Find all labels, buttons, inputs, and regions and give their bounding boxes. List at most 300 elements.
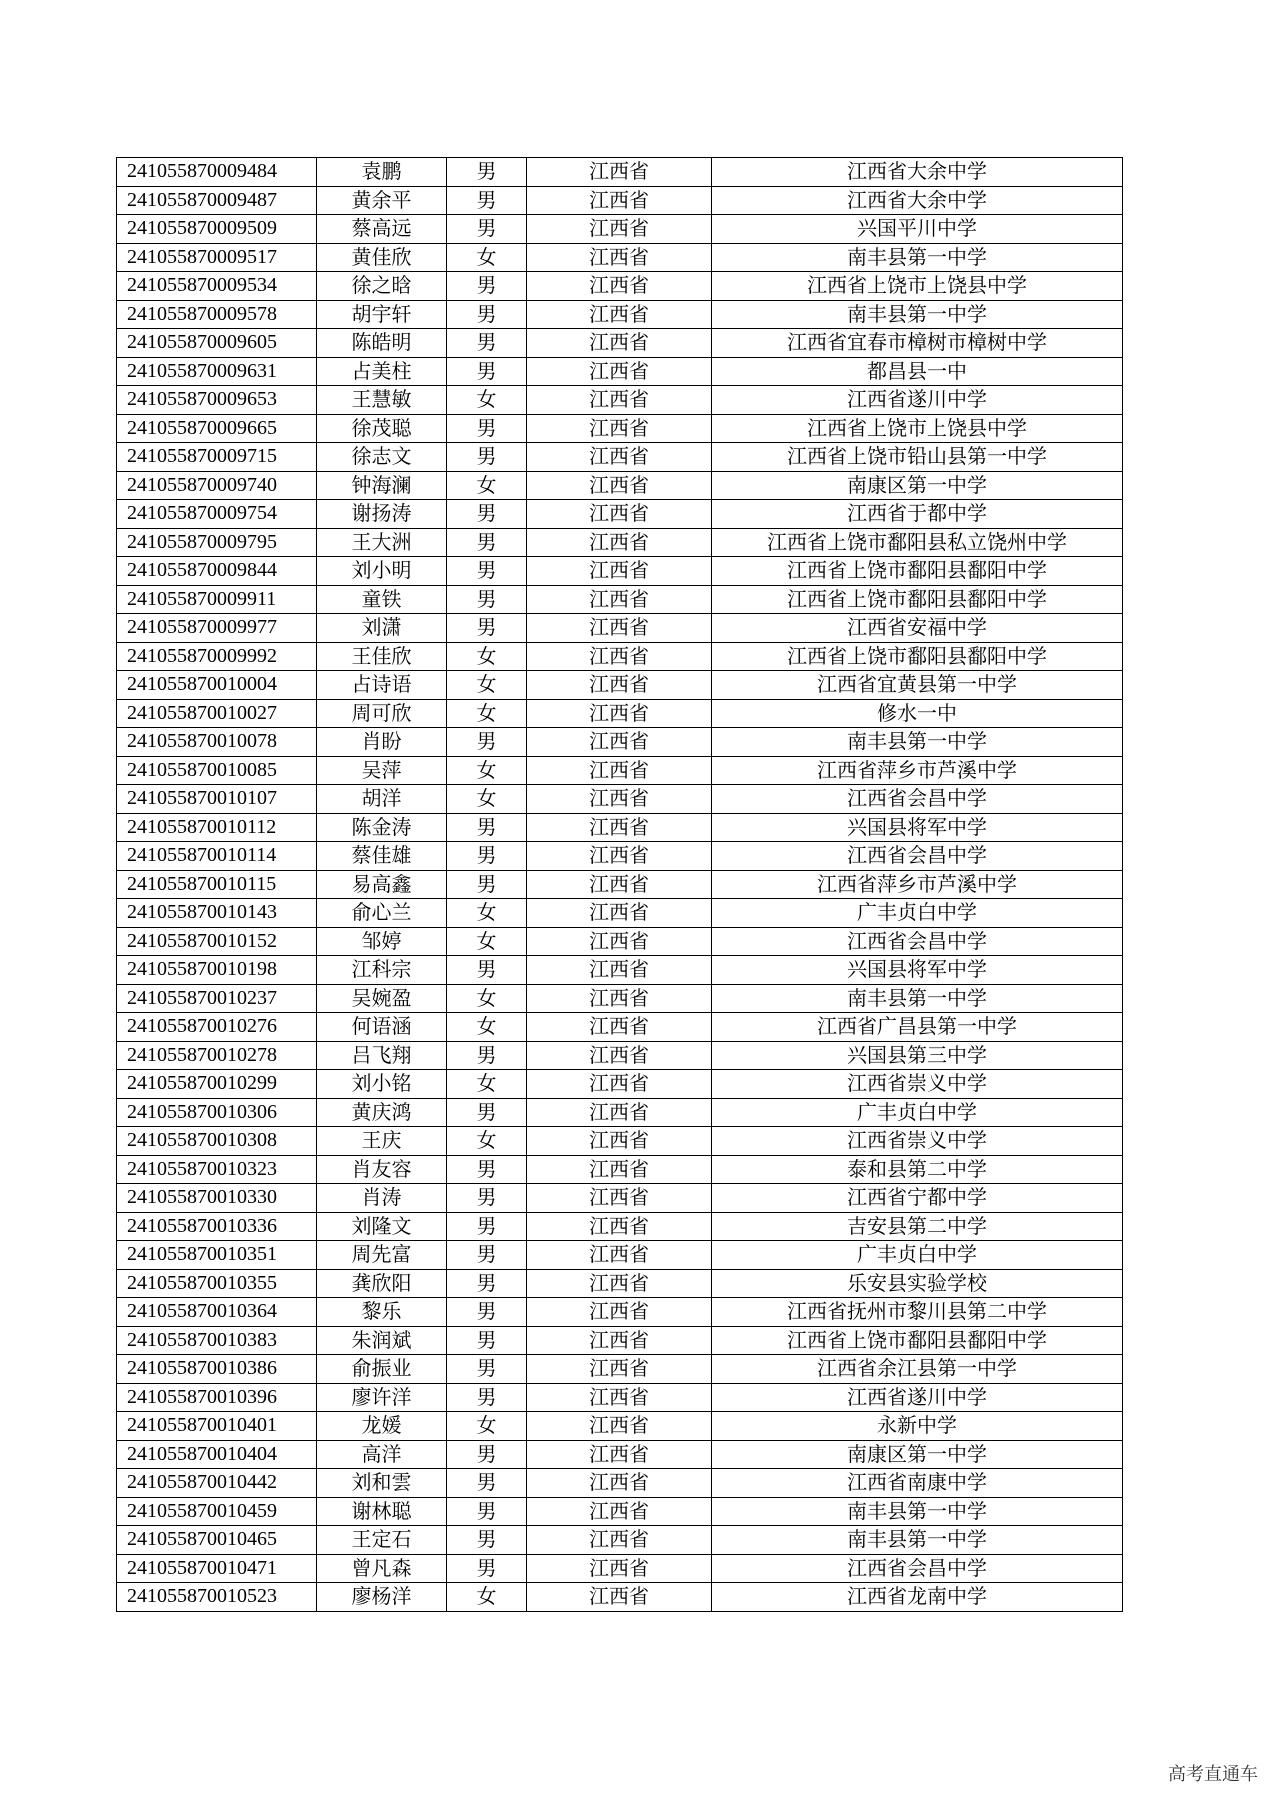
table-row [117, 300, 1123, 329]
table-row [117, 956, 1123, 985]
table-row [117, 1383, 1123, 1412]
province-cell: 江西省 [527, 699, 712, 728]
province-cell: 江西省 [527, 357, 712, 386]
gender-cell: 女 [447, 1013, 527, 1042]
exam-id-cell: 241055870009534 [117, 272, 317, 301]
school-cell: 江西省上饶市上饶县中学 [712, 272, 1123, 301]
gender-cell: 女 [447, 471, 527, 500]
province-cell: 江西省 [527, 557, 712, 586]
table-row [117, 443, 1123, 472]
school-cell: 江西省龙南中学 [712, 1583, 1123, 1612]
student-name-cell: 占诗语 [317, 671, 447, 700]
table-row [117, 471, 1123, 500]
exam-id-cell: 241055870009509 [117, 215, 317, 244]
gender-cell: 男 [447, 357, 527, 386]
gender-cell: 男 [447, 842, 527, 871]
province-cell: 江西省 [527, 1241, 712, 1270]
exam-id-cell: 241055870009653 [117, 386, 317, 415]
gender-cell: 男 [447, 414, 527, 443]
gender-cell: 男 [447, 1155, 527, 1184]
exam-id-cell: 241055870010078 [117, 728, 317, 757]
province-cell: 江西省 [527, 186, 712, 215]
school-cell: 江西省大余中学 [712, 186, 1123, 215]
province-cell: 江西省 [527, 1212, 712, 1241]
province-cell: 江西省 [527, 1155, 712, 1184]
province-cell: 江西省 [527, 1298, 712, 1327]
gender-cell: 男 [447, 1298, 527, 1327]
student-name-cell: 胡洋 [317, 785, 447, 814]
student-name-cell: 陈皓明 [317, 329, 447, 358]
exam-id-cell: 241055870010115 [117, 870, 317, 899]
province-cell: 江西省 [527, 1127, 712, 1156]
gender-cell: 女 [447, 1070, 527, 1099]
school-cell: 兴国平川中学 [712, 215, 1123, 244]
school-cell: 江西省会昌中学 [712, 842, 1123, 871]
student-name-cell: 肖盼 [317, 728, 447, 757]
exam-id-cell: 241055870010364 [117, 1298, 317, 1327]
table-row [117, 813, 1123, 842]
student-name-cell: 江科宗 [317, 956, 447, 985]
province-cell: 江西省 [527, 1412, 712, 1441]
gender-cell: 男 [447, 956, 527, 985]
exam-id-cell: 241055870010396 [117, 1383, 317, 1412]
exam-id-cell: 241055870010323 [117, 1155, 317, 1184]
exam-id-cell: 241055870009665 [117, 414, 317, 443]
school-cell: 江西省上饶市鄱阳县鄱阳中学 [712, 642, 1123, 671]
exam-id-cell: 241055870010299 [117, 1070, 317, 1099]
gender-cell: 男 [447, 728, 527, 757]
gender-cell: 男 [447, 614, 527, 643]
table-row [117, 1526, 1123, 1555]
student-name-cell: 黄庆鸿 [317, 1098, 447, 1127]
province-cell: 江西省 [527, 785, 712, 814]
school-cell: 江西省大余中学 [712, 158, 1123, 187]
exam-id-cell: 241055870010152 [117, 927, 317, 956]
student-name-cell: 徐之晗 [317, 272, 447, 301]
province-cell: 江西省 [527, 443, 712, 472]
province-cell: 江西省 [527, 1440, 712, 1469]
table-row [117, 1013, 1123, 1042]
table-row [117, 557, 1123, 586]
exam-id-cell: 241055870010107 [117, 785, 317, 814]
exam-id-cell: 241055870010114 [117, 842, 317, 871]
gender-cell: 女 [447, 785, 527, 814]
school-cell: 南康区第一中学 [712, 1440, 1123, 1469]
table-row [117, 1440, 1123, 1469]
exam-id-cell: 241055870010278 [117, 1041, 317, 1070]
gender-cell: 男 [447, 186, 527, 215]
table-row [117, 1041, 1123, 1070]
exam-id-cell: 241055870010351 [117, 1241, 317, 1270]
gender-cell: 男 [447, 1184, 527, 1213]
exam-id-cell: 241055870009844 [117, 557, 317, 586]
gender-cell: 男 [447, 813, 527, 842]
table-row [117, 870, 1123, 899]
exam-id-cell: 241055870010404 [117, 1440, 317, 1469]
gender-cell: 女 [447, 671, 527, 700]
watermark-text: 高考直通车 [1168, 1764, 1258, 1785]
table-row [117, 1127, 1123, 1156]
province-cell: 江西省 [527, 927, 712, 956]
school-cell: 江西省会昌中学 [712, 1554, 1123, 1583]
student-name-cell: 曾凡森 [317, 1554, 447, 1583]
exam-id-cell: 241055870009992 [117, 642, 317, 671]
province-cell: 江西省 [527, 984, 712, 1013]
exam-id-cell: 241055870009487 [117, 186, 317, 215]
student-name-cell: 刘潇 [317, 614, 447, 643]
gender-cell: 男 [447, 1383, 527, 1412]
gender-cell: 女 [447, 899, 527, 928]
exam-id-cell: 241055870010523 [117, 1583, 317, 1612]
table-row [117, 1554, 1123, 1583]
student-name-cell: 占美柱 [317, 357, 447, 386]
exam-id-cell: 241055870009715 [117, 443, 317, 472]
student-name-cell: 钟海澜 [317, 471, 447, 500]
student-name-cell: 高洋 [317, 1440, 447, 1469]
school-cell: 兴国县将军中学 [712, 956, 1123, 985]
province-cell: 江西省 [527, 728, 712, 757]
student-name-cell: 谢林聪 [317, 1497, 447, 1526]
gender-cell: 女 [447, 1412, 527, 1441]
gender-cell: 男 [447, 1326, 527, 1355]
gender-cell: 男 [447, 1469, 527, 1498]
table-row [117, 728, 1123, 757]
exam-id-cell: 241055870009605 [117, 329, 317, 358]
school-cell: 都昌县一中 [712, 357, 1123, 386]
student-name-cell: 刘小明 [317, 557, 447, 586]
gender-cell: 女 [447, 243, 527, 272]
student-name-cell: 徐茂聪 [317, 414, 447, 443]
exam-id-cell: 241055870010085 [117, 756, 317, 785]
gender-cell: 男 [447, 870, 527, 899]
gender-cell: 男 [447, 1554, 527, 1583]
gender-cell: 男 [447, 1269, 527, 1298]
student-name-cell: 袁鹏 [317, 158, 447, 187]
province-cell: 江西省 [527, 1355, 712, 1384]
school-cell: 江西省上饶市鄱阳县鄱阳中学 [712, 557, 1123, 586]
province-cell: 江西省 [527, 585, 712, 614]
table-row [117, 186, 1123, 215]
province-cell: 江西省 [527, 243, 712, 272]
school-cell: 江西省宜春市樟树市樟树中学 [712, 329, 1123, 358]
student-name-cell: 吕飞翔 [317, 1041, 447, 1070]
province-cell: 江西省 [527, 1526, 712, 1555]
exam-id-cell: 241055870010237 [117, 984, 317, 1013]
school-cell: 修水一中 [712, 699, 1123, 728]
exam-id-cell: 241055870010401 [117, 1412, 317, 1441]
exam-id-cell: 241055870009977 [117, 614, 317, 643]
exam-id-cell: 241055870010336 [117, 1212, 317, 1241]
roster-body [117, 158, 1123, 1612]
gender-cell: 男 [447, 1497, 527, 1526]
exam-id-cell: 241055870010330 [117, 1184, 317, 1213]
gender-cell: 女 [447, 927, 527, 956]
student-name-cell: 王定石 [317, 1526, 447, 1555]
table-row [117, 984, 1123, 1013]
gender-cell: 男 [447, 528, 527, 557]
student-name-cell: 王大洲 [317, 528, 447, 557]
table-row [117, 842, 1123, 871]
table-row [117, 614, 1123, 643]
table-row [117, 329, 1123, 358]
student-name-cell: 黄佳欣 [317, 243, 447, 272]
table-row [117, 1412, 1123, 1441]
table-row [117, 1497, 1123, 1526]
province-cell: 江西省 [527, 528, 712, 557]
student-name-cell: 肖友容 [317, 1155, 447, 1184]
gender-cell: 男 [447, 443, 527, 472]
table-row [117, 243, 1123, 272]
student-name-cell: 龚欣阳 [317, 1269, 447, 1298]
gender-cell: 男 [447, 329, 527, 358]
school-cell: 江西省安福中学 [712, 614, 1123, 643]
gender-cell: 男 [447, 1241, 527, 1270]
gender-cell: 男 [447, 272, 527, 301]
school-cell: 江西省余江县第一中学 [712, 1355, 1123, 1384]
exam-id-cell: 241055870010459 [117, 1497, 317, 1526]
province-cell: 江西省 [527, 842, 712, 871]
student-name-cell: 陈金涛 [317, 813, 447, 842]
school-cell: 江西省宁都中学 [712, 1184, 1123, 1213]
province-cell: 江西省 [527, 1013, 712, 1042]
table-row [117, 1241, 1123, 1270]
exam-id-cell: 241055870009740 [117, 471, 317, 500]
table-row [117, 699, 1123, 728]
gender-cell: 男 [447, 1355, 527, 1384]
school-cell: 兴国县第三中学 [712, 1041, 1123, 1070]
student-name-cell: 刘小铭 [317, 1070, 447, 1099]
province-cell: 江西省 [527, 813, 712, 842]
exam-id-cell: 241055870010383 [117, 1326, 317, 1355]
school-cell: 乐安县实验学校 [712, 1269, 1123, 1298]
student-name-cell: 刘隆文 [317, 1212, 447, 1241]
student-name-cell: 周先富 [317, 1241, 447, 1270]
province-cell: 江西省 [527, 1184, 712, 1213]
table-row [117, 414, 1123, 443]
exam-id-cell: 241055870010198 [117, 956, 317, 985]
table-row [117, 927, 1123, 956]
exam-id-cell: 241055870010027 [117, 699, 317, 728]
table-row [117, 585, 1123, 614]
gender-cell: 男 [447, 158, 527, 187]
student-name-cell: 王佳欣 [317, 642, 447, 671]
school-cell: 江西省会昌中学 [712, 927, 1123, 956]
gender-cell: 男 [447, 1098, 527, 1127]
province-cell: 江西省 [527, 215, 712, 244]
province-cell: 江西省 [527, 1469, 712, 1498]
table-row [117, 386, 1123, 415]
student-name-cell: 邹婷 [317, 927, 447, 956]
province-cell: 江西省 [527, 1326, 712, 1355]
school-cell: 江西省上饶市上饶县中学 [712, 414, 1123, 443]
table-row [117, 1212, 1123, 1241]
exam-id-cell: 241055870010143 [117, 899, 317, 928]
exam-id-cell: 241055870010112 [117, 813, 317, 842]
school-cell: 兴国县将军中学 [712, 813, 1123, 842]
student-name-cell: 童铁 [317, 585, 447, 614]
gender-cell: 男 [447, 557, 527, 586]
province-cell: 江西省 [527, 870, 712, 899]
province-cell: 江西省 [527, 899, 712, 928]
exam-id-cell: 241055870009631 [117, 357, 317, 386]
province-cell: 江西省 [527, 614, 712, 643]
gender-cell: 女 [447, 1583, 527, 1612]
table-row [117, 1269, 1123, 1298]
school-cell: 江西省上饶市鄱阳县鄱阳中学 [712, 585, 1123, 614]
table-row [117, 1326, 1123, 1355]
school-cell: 泰和县第二中学 [712, 1155, 1123, 1184]
student-name-cell: 廖许洋 [317, 1383, 447, 1412]
school-cell: 江西省遂川中学 [712, 1383, 1123, 1412]
province-cell: 江西省 [527, 956, 712, 985]
table-row [117, 642, 1123, 671]
gender-cell: 男 [447, 215, 527, 244]
province-cell: 江西省 [527, 1070, 712, 1099]
school-cell: 南丰县第一中学 [712, 243, 1123, 272]
school-cell: 南康区第一中学 [712, 471, 1123, 500]
gender-cell: 女 [447, 984, 527, 1013]
student-name-cell: 俞振业 [317, 1355, 447, 1384]
exam-id-cell: 241055870010442 [117, 1469, 317, 1498]
student-name-cell: 易高鑫 [317, 870, 447, 899]
table-row [117, 1355, 1123, 1384]
table-row [117, 1583, 1123, 1612]
province-cell: 江西省 [527, 756, 712, 785]
gender-cell: 男 [447, 585, 527, 614]
school-cell: 永新中学 [712, 1412, 1123, 1441]
exam-id-cell: 241055870010276 [117, 1013, 317, 1042]
table-row [117, 756, 1123, 785]
school-cell: 南丰县第一中学 [712, 984, 1123, 1013]
table-row [117, 272, 1123, 301]
province-cell: 江西省 [527, 1497, 712, 1526]
school-cell: 江西省南康中学 [712, 1469, 1123, 1498]
table-row [117, 1098, 1123, 1127]
school-cell: 南丰县第一中学 [712, 1497, 1123, 1526]
table-row [117, 1298, 1123, 1327]
province-cell: 江西省 [527, 300, 712, 329]
exam-id-cell: 241055870009754 [117, 500, 317, 529]
school-cell: 江西省上饶市鄱阳县鄱阳中学 [712, 1326, 1123, 1355]
exam-id-cell: 241055870010471 [117, 1554, 317, 1583]
school-cell: 江西省上饶市鄱阳县私立饶州中学 [712, 528, 1123, 557]
table-row [117, 215, 1123, 244]
province-cell: 江西省 [527, 1041, 712, 1070]
exam-id-cell: 241055870010306 [117, 1098, 317, 1127]
exam-id-cell: 241055870010308 [117, 1127, 317, 1156]
gender-cell: 女 [447, 1127, 527, 1156]
province-cell: 江西省 [527, 329, 712, 358]
student-name-cell: 刘和雲 [317, 1469, 447, 1498]
exam-id-cell: 241055870009911 [117, 585, 317, 614]
school-cell: 江西省于都中学 [712, 500, 1123, 529]
school-cell: 江西省崇义中学 [712, 1127, 1123, 1156]
gender-cell: 女 [447, 756, 527, 785]
school-cell: 江西省萍乡市芦溪中学 [712, 756, 1123, 785]
gender-cell: 男 [447, 1212, 527, 1241]
student-name-cell: 谢扬涛 [317, 500, 447, 529]
gender-cell: 女 [447, 386, 527, 415]
table-row [117, 357, 1123, 386]
student-name-cell: 廖杨洋 [317, 1583, 447, 1612]
table-row [117, 1184, 1123, 1213]
school-cell: 江西省宜黄县第一中学 [712, 671, 1123, 700]
table-row [117, 528, 1123, 557]
student-name-cell: 肖涛 [317, 1184, 447, 1213]
province-cell: 江西省 [527, 1269, 712, 1298]
gender-cell: 男 [447, 1440, 527, 1469]
province-cell: 江西省 [527, 671, 712, 700]
table-row [117, 158, 1123, 187]
table-row [117, 785, 1123, 814]
province-cell: 江西省 [527, 414, 712, 443]
school-cell: 广丰贞白中学 [712, 1241, 1123, 1270]
gender-cell: 女 [447, 642, 527, 671]
student-name-cell: 徐志文 [317, 443, 447, 472]
exam-id-cell: 241055870009578 [117, 300, 317, 329]
school-cell: 南丰县第一中学 [712, 1526, 1123, 1555]
school-cell: 江西省会昌中学 [712, 785, 1123, 814]
student-name-cell: 俞心兰 [317, 899, 447, 928]
province-cell: 江西省 [527, 386, 712, 415]
province-cell: 江西省 [527, 158, 712, 187]
school-cell: 江西省广昌县第一中学 [712, 1013, 1123, 1042]
gender-cell: 男 [447, 1041, 527, 1070]
school-cell: 广丰贞白中学 [712, 899, 1123, 928]
exam-id-cell: 241055870010386 [117, 1355, 317, 1384]
province-cell: 江西省 [527, 1383, 712, 1412]
table-row [117, 899, 1123, 928]
student-name-cell: 龙媛 [317, 1412, 447, 1441]
table-row [117, 671, 1123, 700]
student-name-cell: 黄余平 [317, 186, 447, 215]
province-cell: 江西省 [527, 471, 712, 500]
student-name-cell: 吴婉盈 [317, 984, 447, 1013]
school-cell: 江西省遂川中学 [712, 386, 1123, 415]
school-cell: 南丰县第一中学 [712, 728, 1123, 757]
exam-id-cell: 241055870009795 [117, 528, 317, 557]
gender-cell: 男 [447, 1526, 527, 1555]
school-cell: 南丰县第一中学 [712, 300, 1123, 329]
student-name-cell: 何语涵 [317, 1013, 447, 1042]
exam-id-cell: 241055870010004 [117, 671, 317, 700]
school-cell: 江西省上饶市铅山县第一中学 [712, 443, 1123, 472]
student-name-cell: 胡宇轩 [317, 300, 447, 329]
province-cell: 江西省 [527, 642, 712, 671]
province-cell: 江西省 [527, 500, 712, 529]
table-row [117, 1155, 1123, 1184]
school-cell: 江西省萍乡市芦溪中学 [712, 870, 1123, 899]
student-name-cell: 黎乐 [317, 1298, 447, 1327]
school-cell: 江西省崇义中学 [712, 1070, 1123, 1099]
school-cell: 广丰贞白中学 [712, 1098, 1123, 1127]
table-row [117, 1070, 1123, 1099]
student-name-cell: 周可欣 [317, 699, 447, 728]
exam-id-cell: 241055870010355 [117, 1269, 317, 1298]
table-row [117, 1469, 1123, 1498]
student-roster-table [116, 157, 1123, 1612]
gender-cell: 男 [447, 500, 527, 529]
exam-id-cell: 241055870010465 [117, 1526, 317, 1555]
province-cell: 江西省 [527, 1583, 712, 1612]
exam-id-cell: 241055870009484 [117, 158, 317, 187]
exam-id-cell: 241055870009517 [117, 243, 317, 272]
student-name-cell: 王庆 [317, 1127, 447, 1156]
province-cell: 江西省 [527, 272, 712, 301]
school-cell: 江西省抚州市黎川县第二中学 [712, 1298, 1123, 1327]
student-name-cell: 蔡高远 [317, 215, 447, 244]
student-name-cell: 蔡佳雄 [317, 842, 447, 871]
